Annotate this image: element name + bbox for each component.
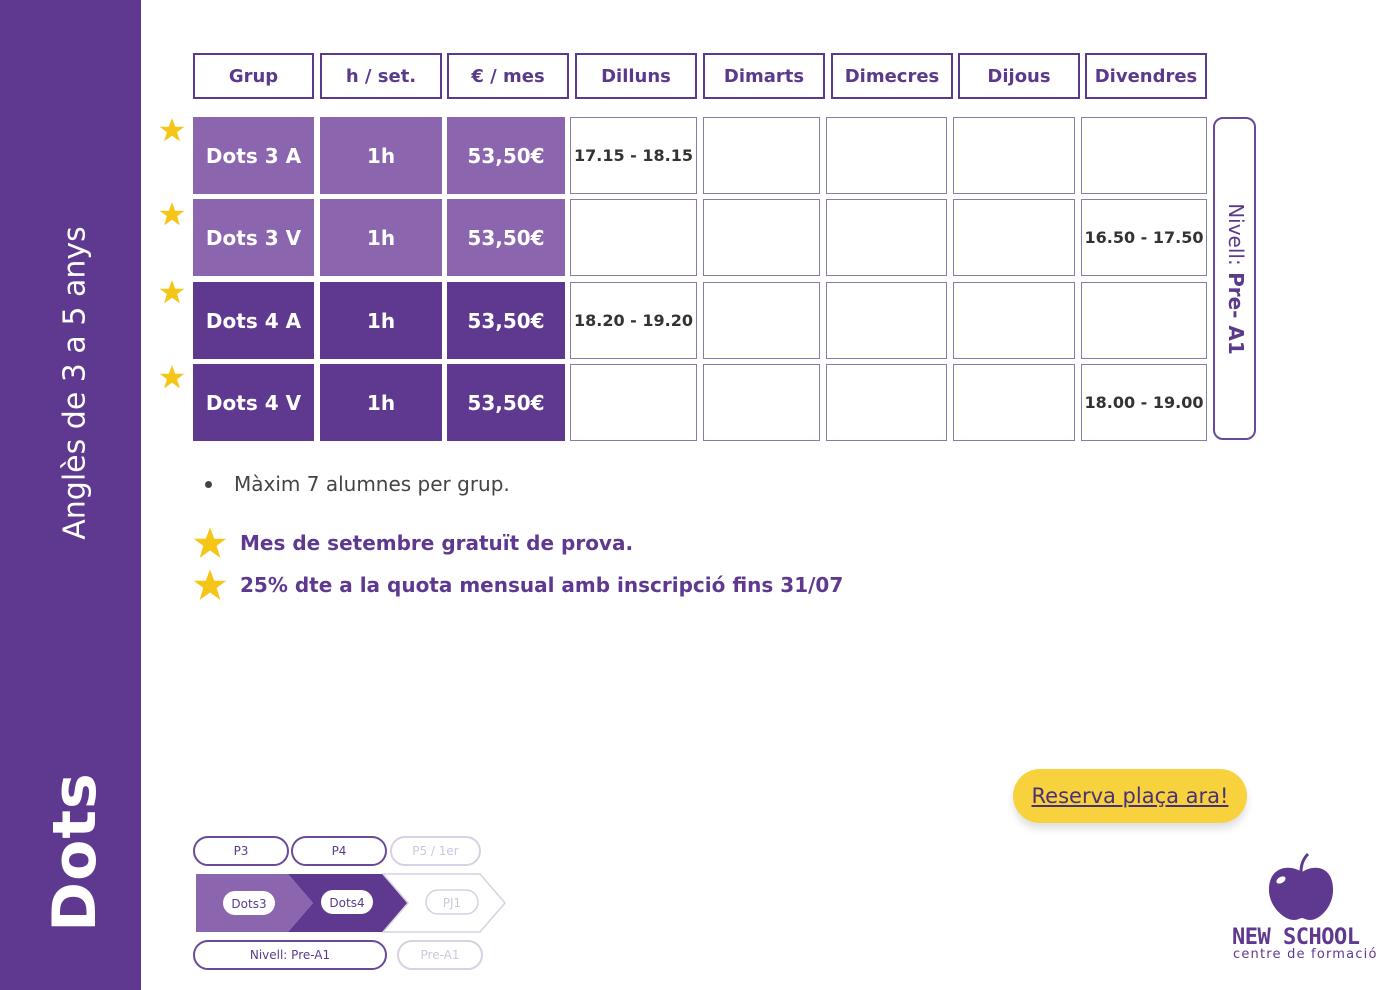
- cell-dimecres: [826, 364, 947, 441]
- level-pill: Pre-A1: [397, 940, 483, 970]
- cell-grup: Dots 4 A: [193, 282, 314, 359]
- step-pj1: PJ1: [442, 896, 462, 910]
- cell-hours: 1h: [320, 282, 442, 359]
- step-dots3: Dots3: [231, 897, 267, 911]
- cell-divendres: 18.00 - 19.00: [1081, 364, 1207, 441]
- level-value: Pre- A1: [1224, 272, 1248, 355]
- header-divendres: Divendres: [1085, 53, 1207, 99]
- cell-dilluns: [570, 364, 697, 441]
- promo-line: [193, 568, 843, 602]
- cell-dimarts: [703, 364, 820, 441]
- level-pill: Nivell: Pre-A1: [193, 940, 387, 970]
- promo-text: Mes de setembre gratuït de prova.: [240, 531, 634, 555]
- sidebar-title: Dots: [40, 772, 110, 932]
- cell-grup: Dots 4 V: [193, 364, 314, 441]
- sidebar: [0, 0, 141, 990]
- cell-dijous: [953, 117, 1075, 194]
- header-dimarts: Dimarts: [703, 53, 825, 99]
- progression-arrows: [193, 872, 513, 934]
- step-dots4: Dots4: [329, 896, 365, 910]
- bullet-text: Màxim 7 alumnes per grup.: [234, 472, 510, 496]
- header-price: € / mes: [447, 53, 569, 99]
- promo-text: 25% dte a la quota mensual amb inscripció fins 31/07: [240, 573, 844, 597]
- cell-dimecres: [826, 282, 947, 359]
- cell-price: 53,50€: [447, 117, 565, 194]
- bullet-icon: [205, 481, 212, 488]
- cell-dimarts: [703, 282, 820, 359]
- cell-price: 53,50€: [447, 282, 565, 359]
- cell-grup: Dots 3 A: [193, 117, 314, 194]
- star-icon: [159, 201, 185, 227]
- promo-line: [193, 526, 633, 560]
- cell-dimarts: [703, 199, 820, 276]
- cell-hours: 1h: [320, 364, 442, 441]
- age-pill: P5 / 1er: [390, 836, 481, 866]
- star-icon: [193, 568, 227, 602]
- logo-name: NEW SCHOOL: [1232, 925, 1360, 950]
- cell-divendres: [1081, 282, 1207, 359]
- cell-dimecres: [826, 117, 947, 194]
- cell-dilluns: 17.15 - 18.15: [570, 117, 697, 194]
- cell-dilluns: 18.20 - 19.20: [570, 282, 697, 359]
- cell-dijous: [953, 364, 1075, 441]
- age-pill: P4: [291, 836, 387, 866]
- star-icon: [193, 526, 227, 560]
- cell-dijous: [953, 282, 1075, 359]
- header-grup: Grup: [193, 53, 314, 99]
- cell-grup: Dots 3 V: [193, 199, 314, 276]
- bullet-note: [205, 472, 510, 496]
- age-pill: P3: [193, 836, 289, 866]
- sidebar-subtitle: Anglès de 3 a 5 anys: [57, 226, 93, 540]
- logo-tagline: centre de formació: [1233, 947, 1378, 962]
- level-label: [1224, 203, 1248, 355]
- cell-dimecres: [826, 199, 947, 276]
- cell-divendres: 16.50 - 17.50: [1081, 199, 1207, 276]
- cell-price: 53,50€: [447, 364, 565, 441]
- header-dimecres: Dimecres: [831, 53, 953, 99]
- star-icon: [159, 364, 185, 390]
- cell-hours: 1h: [320, 199, 442, 276]
- reserve-button[interactable]: Reserva plaça ara!: [1013, 769, 1247, 823]
- cell-divendres: [1081, 117, 1207, 194]
- cell-dimarts: [703, 117, 820, 194]
- cell-dijous: [953, 199, 1075, 276]
- header-dilluns: Dilluns: [575, 53, 697, 99]
- star-icon: [159, 117, 185, 143]
- header-dijous: Dijous: [958, 53, 1080, 99]
- header-hours: h / set.: [320, 53, 442, 99]
- level-prefix: Nivell:: [1224, 203, 1248, 273]
- cell-dilluns: [570, 199, 697, 276]
- star-icon: [159, 279, 185, 305]
- cell-price: 53,50€: [447, 199, 565, 276]
- cell-hours: 1h: [320, 117, 442, 194]
